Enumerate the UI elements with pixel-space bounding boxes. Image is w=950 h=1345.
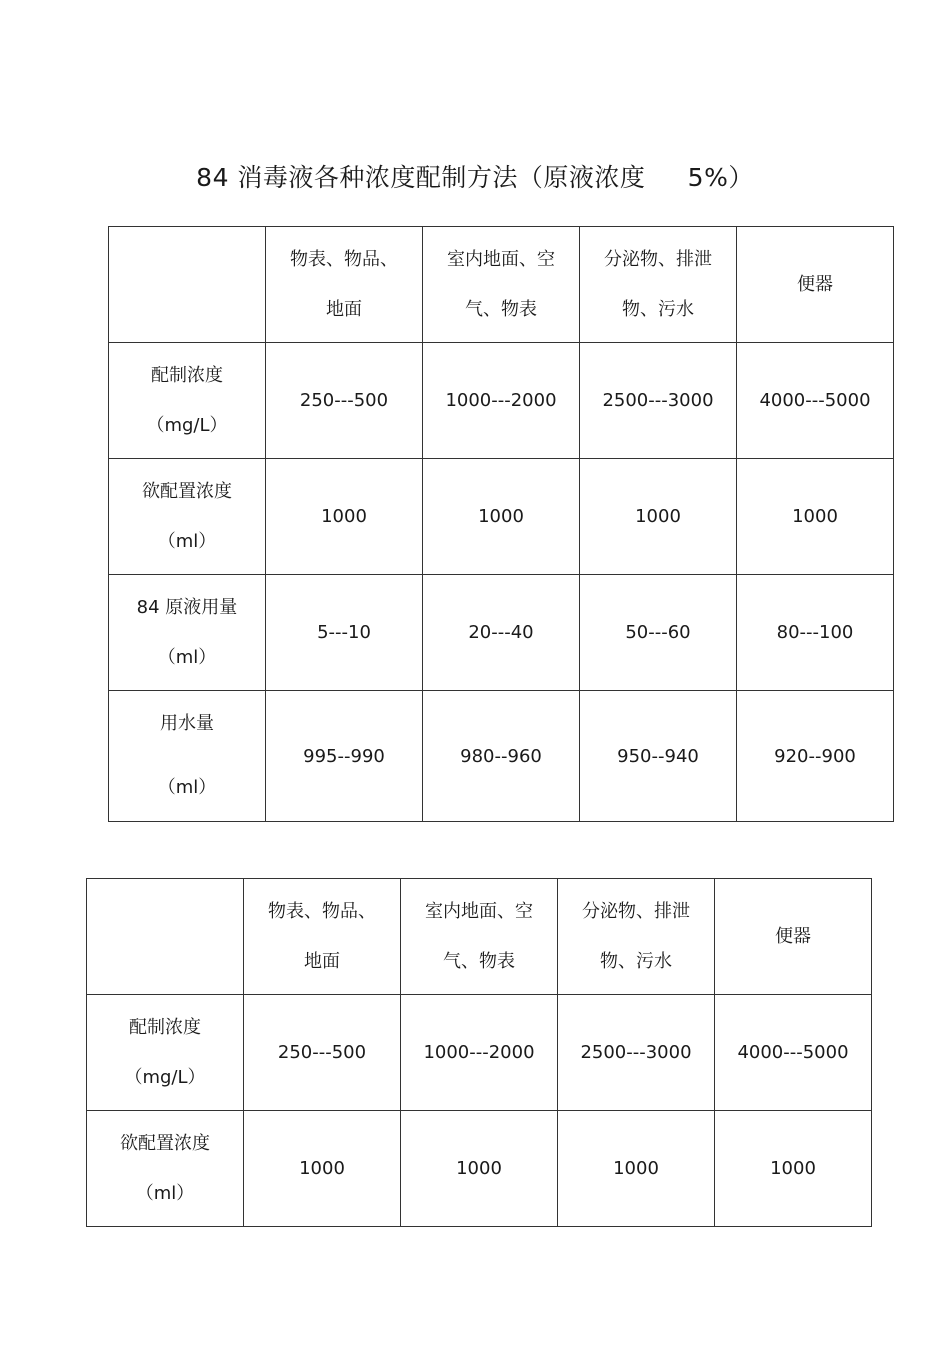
value-cell: 995--990	[266, 691, 423, 822]
value-cell: 1000	[266, 459, 423, 575]
table-row	[87, 1111, 872, 1227]
value-cell: 1000	[558, 1111, 715, 1227]
value-cell: 80---100	[737, 575, 894, 691]
header-cell-indoor: 室内地面、空 气、物表	[423, 227, 580, 343]
value-cell: 250---500	[244, 995, 401, 1111]
dilution-table-1	[108, 226, 894, 822]
value-cell: 20---40	[423, 575, 580, 691]
page-title: 84 消毒液各种浓度配制方法（原液浓度 5%）	[196, 163, 754, 192]
value-cell: 1000---2000	[401, 995, 558, 1111]
header-cell-indoor: 室内地面、空 气、物表	[401, 879, 558, 995]
header-cell-surfaces: 物表、物品、 地面	[244, 879, 401, 995]
value-cell: 5---10	[266, 575, 423, 691]
value-cell: 1000---2000	[423, 343, 580, 459]
value-cell: 4000---5000	[715, 995, 872, 1111]
header-cell-secretions: 分泌物、排泄 物、污水	[580, 227, 737, 343]
row-label-cell: 配制浓度 （mg/L）	[109, 343, 266, 459]
row-label-cell: 欲配置浓度 （ml）	[87, 1111, 244, 1227]
row-label-cell: 84 原液用量 （ml）	[109, 575, 266, 691]
header-cell-toilet: 便器	[737, 227, 894, 343]
header-cell-toilet: 便器	[715, 879, 872, 995]
value-cell: 1000	[580, 459, 737, 575]
table-row	[109, 575, 894, 691]
row-label-cell: 欲配置浓度 （ml）	[109, 459, 266, 575]
value-cell: 920--900	[737, 691, 894, 822]
table-row	[109, 459, 894, 575]
row-label-cell: 用水量 （ml）	[109, 691, 266, 822]
value-cell: 1000	[737, 459, 894, 575]
empty-corner-cell	[109, 227, 266, 343]
value-cell: 2500---3000	[558, 995, 715, 1111]
value-cell: 1000	[244, 1111, 401, 1227]
header-cell-secretions: 分泌物、排泄 物、污水	[558, 879, 715, 995]
value-cell: 2500---3000	[580, 343, 737, 459]
table-header-row	[109, 227, 894, 343]
value-cell: 980--960	[423, 691, 580, 822]
row-label-cell: 配制浓度 （mg/L）	[87, 995, 244, 1111]
empty-corner-cell	[87, 879, 244, 995]
value-cell: 950--940	[580, 691, 737, 822]
table-row	[109, 343, 894, 459]
header-cell-surfaces: 物表、物品、 地面	[266, 227, 423, 343]
value-cell: 1000	[423, 459, 580, 575]
value-cell: 50---60	[580, 575, 737, 691]
value-cell: 1000	[401, 1111, 558, 1227]
table-row	[109, 691, 894, 822]
value-cell: 1000	[715, 1111, 872, 1227]
table-row	[87, 995, 872, 1111]
table-header-row	[87, 879, 872, 995]
value-cell: 250---500	[266, 343, 423, 459]
dilution-table-2	[86, 878, 872, 1227]
value-cell: 4000---5000	[737, 343, 894, 459]
